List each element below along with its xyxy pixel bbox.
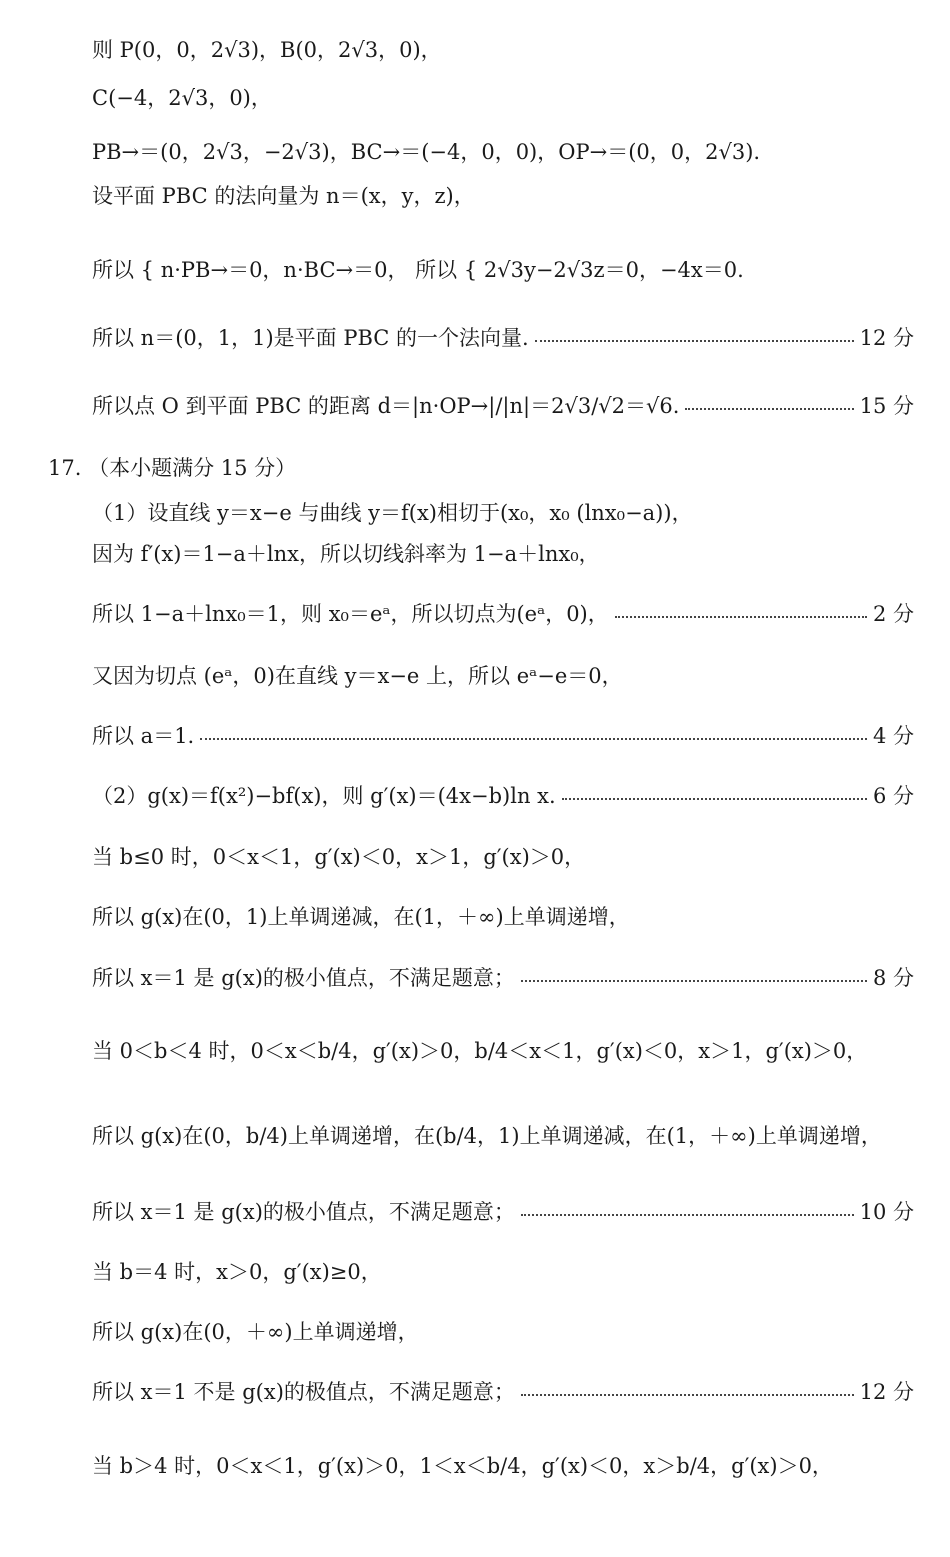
line-conclusion-2 [92,1196,914,1226]
line-text: 当 b＞4 时，0＜x＜1，g′(x)＞0，1＜x＜b/4，g′(x)＜0，x＞b/4，g′(x)＞0， [92,1454,833,1478]
line-point-coords [92,34,914,64]
line-conclusion-3 [92,1376,914,1406]
line-distance [92,390,914,420]
leader-dots [521,1214,854,1216]
line-text: C(−4，2√3，0)， [92,86,272,110]
line-case-b-le-0 [92,841,914,871]
line-a-value [92,720,914,750]
line-monotonic-2 [92,1120,914,1150]
line-text: 所以 { n·PB→＝0，n·BC→＝0， 所以 { 2√3y−2√3z＝0，−4x＝0. [92,258,744,282]
line-text: 当 0＜b＜4 时，0＜x＜b/4，g′(x)＞0，b/4＜x＜1，g′(x)＜0，x＞1，g′(x)＞0， [92,1039,868,1063]
line-normal-vector [92,180,914,210]
line-tangent-point [92,598,914,628]
score-label: 12 分 [859,1380,914,1404]
line-conclusion-1 [92,962,914,992]
leader-dots [535,340,854,342]
question-heading [48,452,914,482]
line-case-0-b-4 [92,1035,914,1065]
leader-dots [562,798,867,800]
line-monotonic-3 [92,1316,914,1346]
line-point-c [92,82,914,112]
line-equation-system [92,254,914,284]
line-case-b-eq-4 [92,1256,914,1286]
line-text: 所以 n＝(0，1，1)是平面 PBC 的一个法向量. [92,326,529,350]
leader-dots [685,408,853,410]
line-text: 所以 x＝1 是 g(x)的极小值点，不满足题意； [92,966,515,990]
leader-dots [615,616,867,618]
line-text: 所以点 O 到平面 PBC 的距离 d＝|n·OP→|/|n|＝2√3/√2＝√6. [92,394,680,418]
score-label: 12 分 [859,326,914,350]
line-text: 所以 g(x)在(0，1)上单调递减，在(1，＋∞)上单调递增， [92,905,630,929]
line-text: 所以 g(x)在(0，＋∞)上单调递增， [92,1320,419,1344]
line-part2-g [92,780,914,810]
line-text: 所以 g(x)在(0，b/4)上单调递增，在(b/4，1)上单调递减，在(1，＋∞)上单调递增， [92,1124,882,1148]
line-text: （2）g(x)＝f(x²)−bf(x)，则 g′(x)＝(4x−b)ln x. [92,784,556,808]
line-normal-result [92,322,914,352]
score-label: 2 分 [872,602,914,626]
leader-dots [521,980,867,982]
line-text: 所以 x＝1 不是 g(x)的极值点，不满足题意； [92,1380,515,1404]
line-text: PB→＝(0，2√3，−2√3)，BC→＝(−4，0，0)，OP→＝(0，0，2√3). [92,140,761,164]
line-text: 所以 1−a＋lnx₀＝1，则 x₀＝eᵃ，所以切点为(eᵃ，0)， [92,602,609,626]
line-text: 当 b≤0 时，0＜x＜1，g′(x)＜0，x＞1，g′(x)＞0， [92,845,586,869]
line-text: 则 P(0，0，2√3)，B(0，2√3，0)， [92,38,442,62]
line-text: （1）设直线 y＝x−e 与曲线 y＝f(x)相切于(x₀，x₀ (lnx₀−a))， [92,501,693,525]
line-monotonic-1 [92,901,914,931]
score-label: 15 分 [859,394,914,418]
line-text: 17. （本小题满分 15 分） [48,456,297,480]
line-text: 当 b＝4 时，x＞0，g′(x)≥0， [92,1260,382,1284]
line-part1-tangent [92,497,914,527]
leader-dots [521,1394,854,1396]
line-derivative [92,538,914,568]
line-case-b-gt-4 [92,1450,914,1480]
score-label: 6 分 [872,784,914,808]
line-text: 又因为切点 (eᵃ，0)在直线 y＝x−e 上，所以 eᵃ−e＝0， [92,664,623,688]
line-vectors [92,136,914,166]
line-text: 因为 f′(x)＝1−a＋lnx，所以切线斜率为 1−a＋lnx₀， [92,542,600,566]
score-label: 10 分 [859,1200,914,1224]
line-text: 所以 a＝1. [92,724,195,748]
line-text: 所以 x＝1 是 g(x)的极小值点，不满足题意； [92,1200,515,1224]
score-label: 4 分 [872,724,914,748]
score-label: 8 分 [872,966,914,990]
leader-dots [200,738,867,740]
line-text: 设平面 PBC 的法向量为 n＝(x，y，z)， [92,184,475,208]
line-on-line [92,660,914,690]
